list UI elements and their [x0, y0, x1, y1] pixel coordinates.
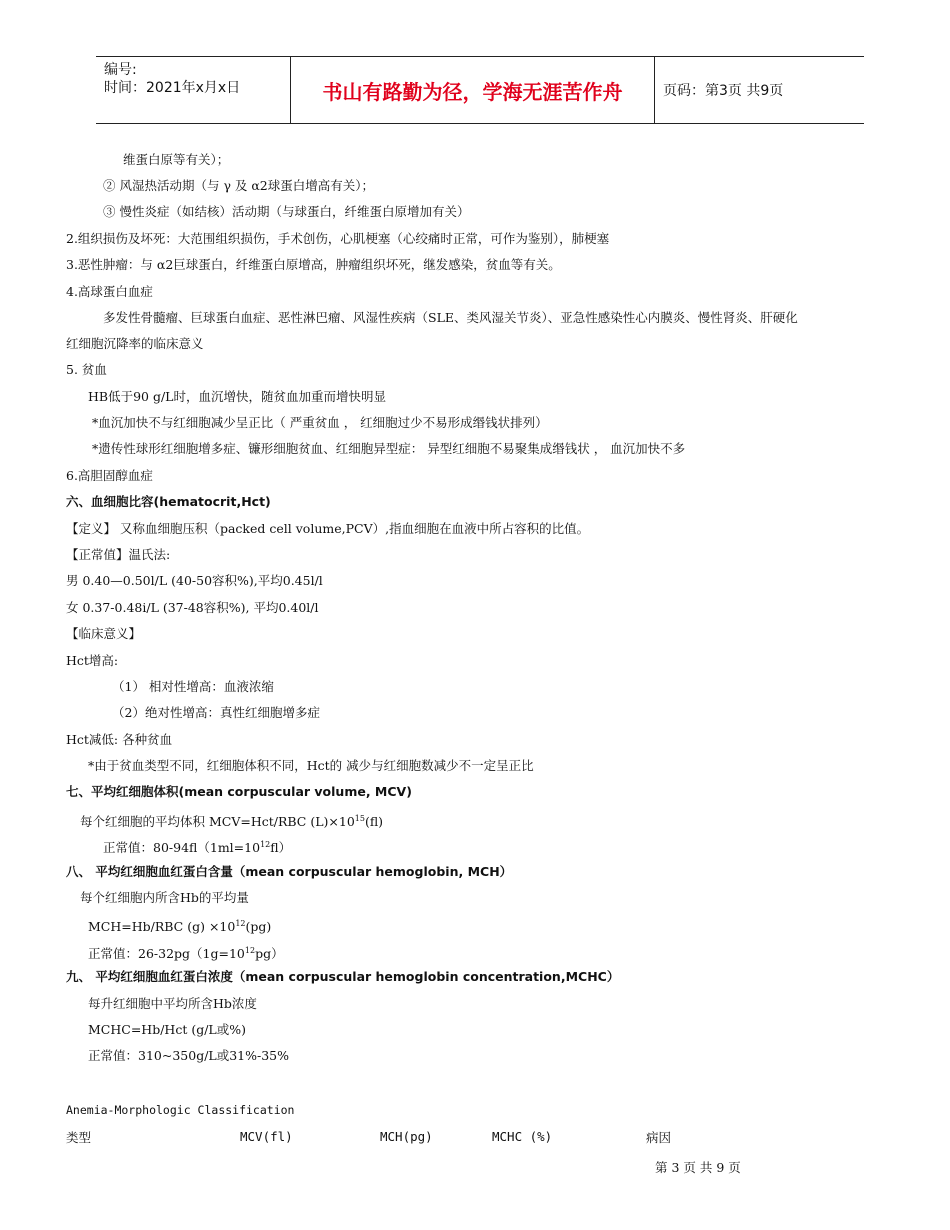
page-header: [96, 56, 864, 124]
text-line: 每个红细胞内所含Hb的平均量: [80, 890, 249, 905]
text-line: MCHC=Hb/Hct (g/L或%): [88, 1022, 246, 1037]
text-line: 男 0.40—0.50l/L (40-50容积%),平均0.45l/l: [66, 573, 323, 588]
text-line: 每升红细胞中平均所含Hb浓度: [88, 996, 257, 1011]
section-heading: 八、 平均红细胞血红蛋白含量（mean corpuscular hemoglobin, MCH）: [66, 864, 513, 879]
formula-exponent: 12: [260, 840, 271, 849]
formula-exponent: 12: [235, 919, 246, 928]
text-line: 维蛋白原等有关）；: [123, 152, 230, 167]
time-label: 时间：2021年x月x日: [104, 80, 241, 96]
text-line: 3.恶性肿瘤：与 α2巨球蛋白，纤维蛋白原增高，肿瘤组织坏死，继发感染，贫血等有关。: [66, 257, 561, 272]
text-line: （1） 相对性增高：血液浓缩: [112, 679, 274, 694]
table-header-cell: MCHC (%): [492, 1129, 553, 1144]
formula-text: 正常值：80-94fl（1ml=10: [103, 840, 261, 856]
formula-unit: pg）: [255, 946, 284, 962]
formula-exponent: 15: [354, 814, 365, 823]
text-line: 【临床意义】: [66, 626, 142, 641]
text-line: *血沉加快不与红细胞减少呈正比（ 严重贫血 ， 红细胞过少不易形成缗钱状排列）: [92, 415, 548, 430]
formula-text: MCH=Hb/RBC (g) ×10: [88, 919, 236, 935]
formula-exponent: 12: [244, 946, 256, 955]
text-line: 多发性骨髓瘤、巨球蛋白血症、恶性淋巴瘤、风湿性疾病（SLE、类风湿关节炎）、亚急性感染性心内膜炎、慢性肾炎、肝硬化: [103, 310, 798, 325]
formula-text: 每个红细胞的平均体积 MCV=Hct/RBC (L)×10: [80, 814, 355, 830]
formula-line: [88, 943, 284, 962]
formula-unit: fl）: [270, 840, 292, 856]
formula-line: [103, 837, 291, 856]
text-line: ③ 慢性炎症（如结核）活动期（与球蛋白，纤维蛋白原增加有关）: [103, 204, 470, 219]
text-line: *遗传性球形红细胞增多症、镰形细胞贫血、红细胞异型症： 异型红细胞不易聚集成缗钱状 ， 血沉加快不多: [92, 441, 686, 456]
text-line: Hct增高:: [66, 653, 119, 668]
table-header-cell: MCH(pg): [380, 1129, 433, 1144]
formula-unit: (pg): [245, 919, 272, 935]
page-footer: 第 3 页 共 9 页: [655, 1160, 741, 1175]
text-line: 红细胞沉降率的临床意义: [66, 336, 204, 351]
text-line: 【定义】 又称血细胞压积（packed cell volume,PCV）,指血细胞在血液中所占容积的比值。: [66, 521, 590, 536]
formula-text: 正常值：26-32pg（1g=10: [88, 946, 245, 962]
text-line: 5. 贫血: [66, 362, 107, 377]
table-header-cell: 病因: [646, 1130, 672, 1145]
text-line: 女 0.37-0.48i/L (37-48容积%), 平均0.40l/l: [66, 600, 319, 615]
text-line: ② 风湿热活动期（与 γ 及 α2球蛋白增高有关）；: [103, 178, 375, 193]
text-line: 6.高胆固醇血症: [66, 468, 153, 483]
text-line: 2.组织损伤及坏死：大范围组织损伤，手术创伤，心肌梗塞（心绞痛时正常，可作为鉴别），肺梗塞: [66, 231, 610, 246]
table-header-cell: 类型: [66, 1130, 92, 1145]
text-line: （2）绝对性增高：真性红细胞增多症: [112, 705, 320, 720]
table-header-cell: MCV(fl): [240, 1129, 293, 1144]
text-line: 【正常值】温氏法:: [66, 547, 171, 562]
section-heading: 六、血细胞比容(hematocrit,Hct): [66, 494, 271, 509]
text-line: HB低于90 g/L时，血沉增快，随贫血加重而增快明显: [88, 389, 386, 404]
table-title: Anemia-Morphologic Classification: [66, 1103, 295, 1117]
formula-unit: (fl): [364, 814, 384, 830]
text-line: *由于贫血类型不同，红细胞体积不同，Hct的 减少与红细胞数减少不一定呈正比: [88, 758, 534, 773]
header-meta: [104, 61, 240, 97]
text-line: 4.高球蛋白血症: [66, 284, 153, 299]
formula-line: [88, 916, 271, 935]
number-label: 编号:: [104, 62, 137, 78]
section-heading: 七、平均红细胞体积(mean corpuscular volume, MCV): [66, 784, 412, 799]
header-divider: [654, 57, 655, 123]
header-page-info: 页码：第3页 共9页: [663, 83, 784, 99]
header-slogan: 书山有路勤为径，学海无涯苦作舟: [322, 79, 623, 104]
text-line: 正常值：310~350g/L或31%-35%: [88, 1048, 289, 1063]
formula-line: [80, 811, 383, 830]
text-line: Hct减低: 各种贫血: [66, 732, 173, 747]
section-heading: 九、 平均红细胞血红蛋白浓度（mean corpuscular hemoglobin concentration,MCHC）: [66, 969, 620, 984]
